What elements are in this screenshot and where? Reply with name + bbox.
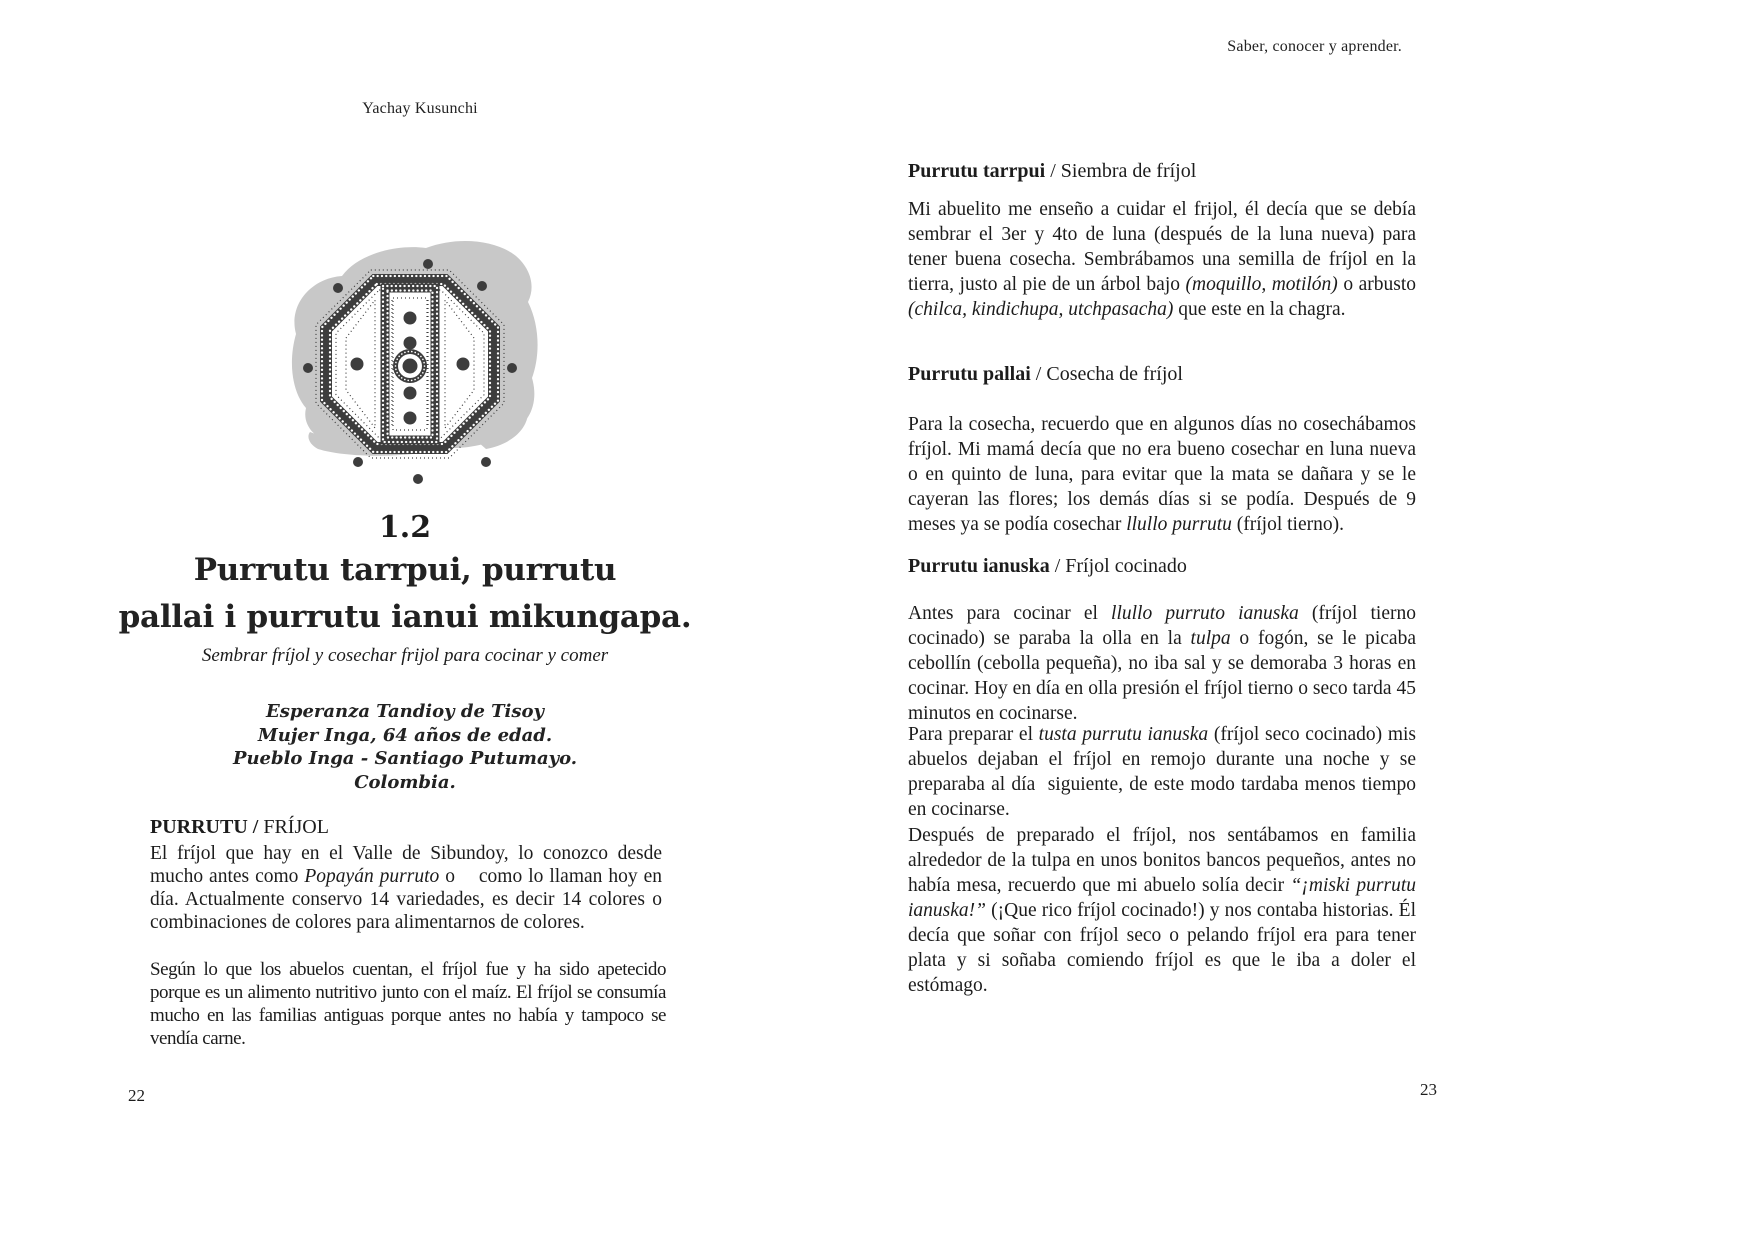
author-country: Colombia. (354, 771, 456, 793)
running-header-right: Saber, conocer y aprender. (1227, 38, 1402, 55)
running-header-left: Yachay Kusunchi (362, 100, 478, 117)
paragraph: Para preparar el tusta purrutu ianuska (fríjol seco cocinado) mis abuelos dejaban el fríjol en remojo durante una noche y se preparaba al día siguiente, de este modo tardaba menos tiempo en cocinarse. (908, 724, 1417, 820)
chapter-subtitle: Sembrar fríjol y cosechar frijol para cocinar y comer (201, 645, 609, 666)
section-heading: Purrutu tarrpui / Siembra de fríjol (908, 160, 1197, 182)
term-heading: PURRUTU / FRÍJOL (150, 816, 329, 838)
paragraph: Según lo que los abuelos cuentan, el fríjol fue y ha sido apetecido porque es un alimento nutritivo junto con el maíz. El fríjol se consumía mucho en las familias antiguas porque antes no había y tampoco se vendía carne. (150, 959, 666, 1049)
chapter-title-line-2: pallai i purrutu ianui mikungapa. (118, 599, 692, 635)
paragraph: Para la cosecha, recuerdo que en algunos días no cosechábamos fríjol. Mi mamá decía que no era bueno cosechar en luna nueva o en quinto de luna, para evitar que la mata se dañara y se le cayeran las flores; los demás días si se podía. Después de 9 meses ya se podía cosechar llullo purrutu (fríjol tierno). (908, 414, 1416, 535)
paragraph: Mi abuelito me enseño a cuidar el frijol, él decía que se debía sembrar el 3er y 4to de luna (después de la luna nueva) para tener buena cosecha. Sembrábamos una semilla de fríjol en la tierra, justo al pie de un árbol bajo (moquillo, motilón) o arbusto (chilca, kindichupa, utchpasacha) que este en la chagra. (908, 199, 1416, 320)
paragraph: El fríjol que hay en el Valle de Sibundoy, lo conozco desde mucho antes como Popayán purruto o como lo llaman hoy en día. Actualmente conservo 14 variedades, es decir 14 colores o combinaciones de colores para alimentarnos de colores. (150, 843, 662, 933)
author-name: Esperanza Tandioy de Tisoy (266, 701, 544, 722)
section-heading: Purrutu pallai / Cosecha de fríjol (908, 363, 1183, 385)
paragraph: Después de preparado el fríjol, nos sentábamos en familia alrededor de la tulpa en unos bonitos bancos pequeños, antes no había mesa, recuerdo que mi abuelo solía decir “¡miski purrutu ianuska!” (¡Que rico fríjol cocinado!) y nos contaba historias. Él decía que soñar con fríjol seco o pelando fríjol era para tener plata y si soñaba comiendo fríjol es que le iba a doler el estómago. (908, 825, 1416, 996)
right-panel-dot (457, 358, 470, 371)
author-attribution (150, 700, 660, 794)
page-number-right: 23 (1420, 1080, 1437, 1099)
section-number: 1.2 (378, 510, 432, 545)
chapter-title-line-1: Purrutu tarrpui, purrutu (193, 552, 617, 588)
page-number-left: 22 (128, 1086, 145, 1105)
author-description: Mujer Inga, 64 años de edad. (257, 724, 553, 746)
section-heading: Purrutu ianuska / Fríjol cocinado (908, 555, 1187, 577)
chumbe-emblem-illustration (278, 226, 543, 491)
right-page (877, 0, 1754, 1240)
center-medallion (393, 349, 427, 383)
paragraph: Antes para cocinar el llullo purruto ianuska (fríjol tierno cocinado) se paraba la olla en la tulpa o fogón, se le picaba cebollín (cebolla pequeña), no iba sal y se demoraba 3 horas en cocinar. Hoy en día en olla presión el fríjol tierno o seco tarda 45 minutos en cocinarse. (908, 603, 1416, 724)
author-community: Pueblo Inga - Santiago Putumayo. (232, 748, 578, 769)
left-panel-dot (351, 358, 364, 371)
chumbe-emblem-svg (278, 226, 543, 491)
